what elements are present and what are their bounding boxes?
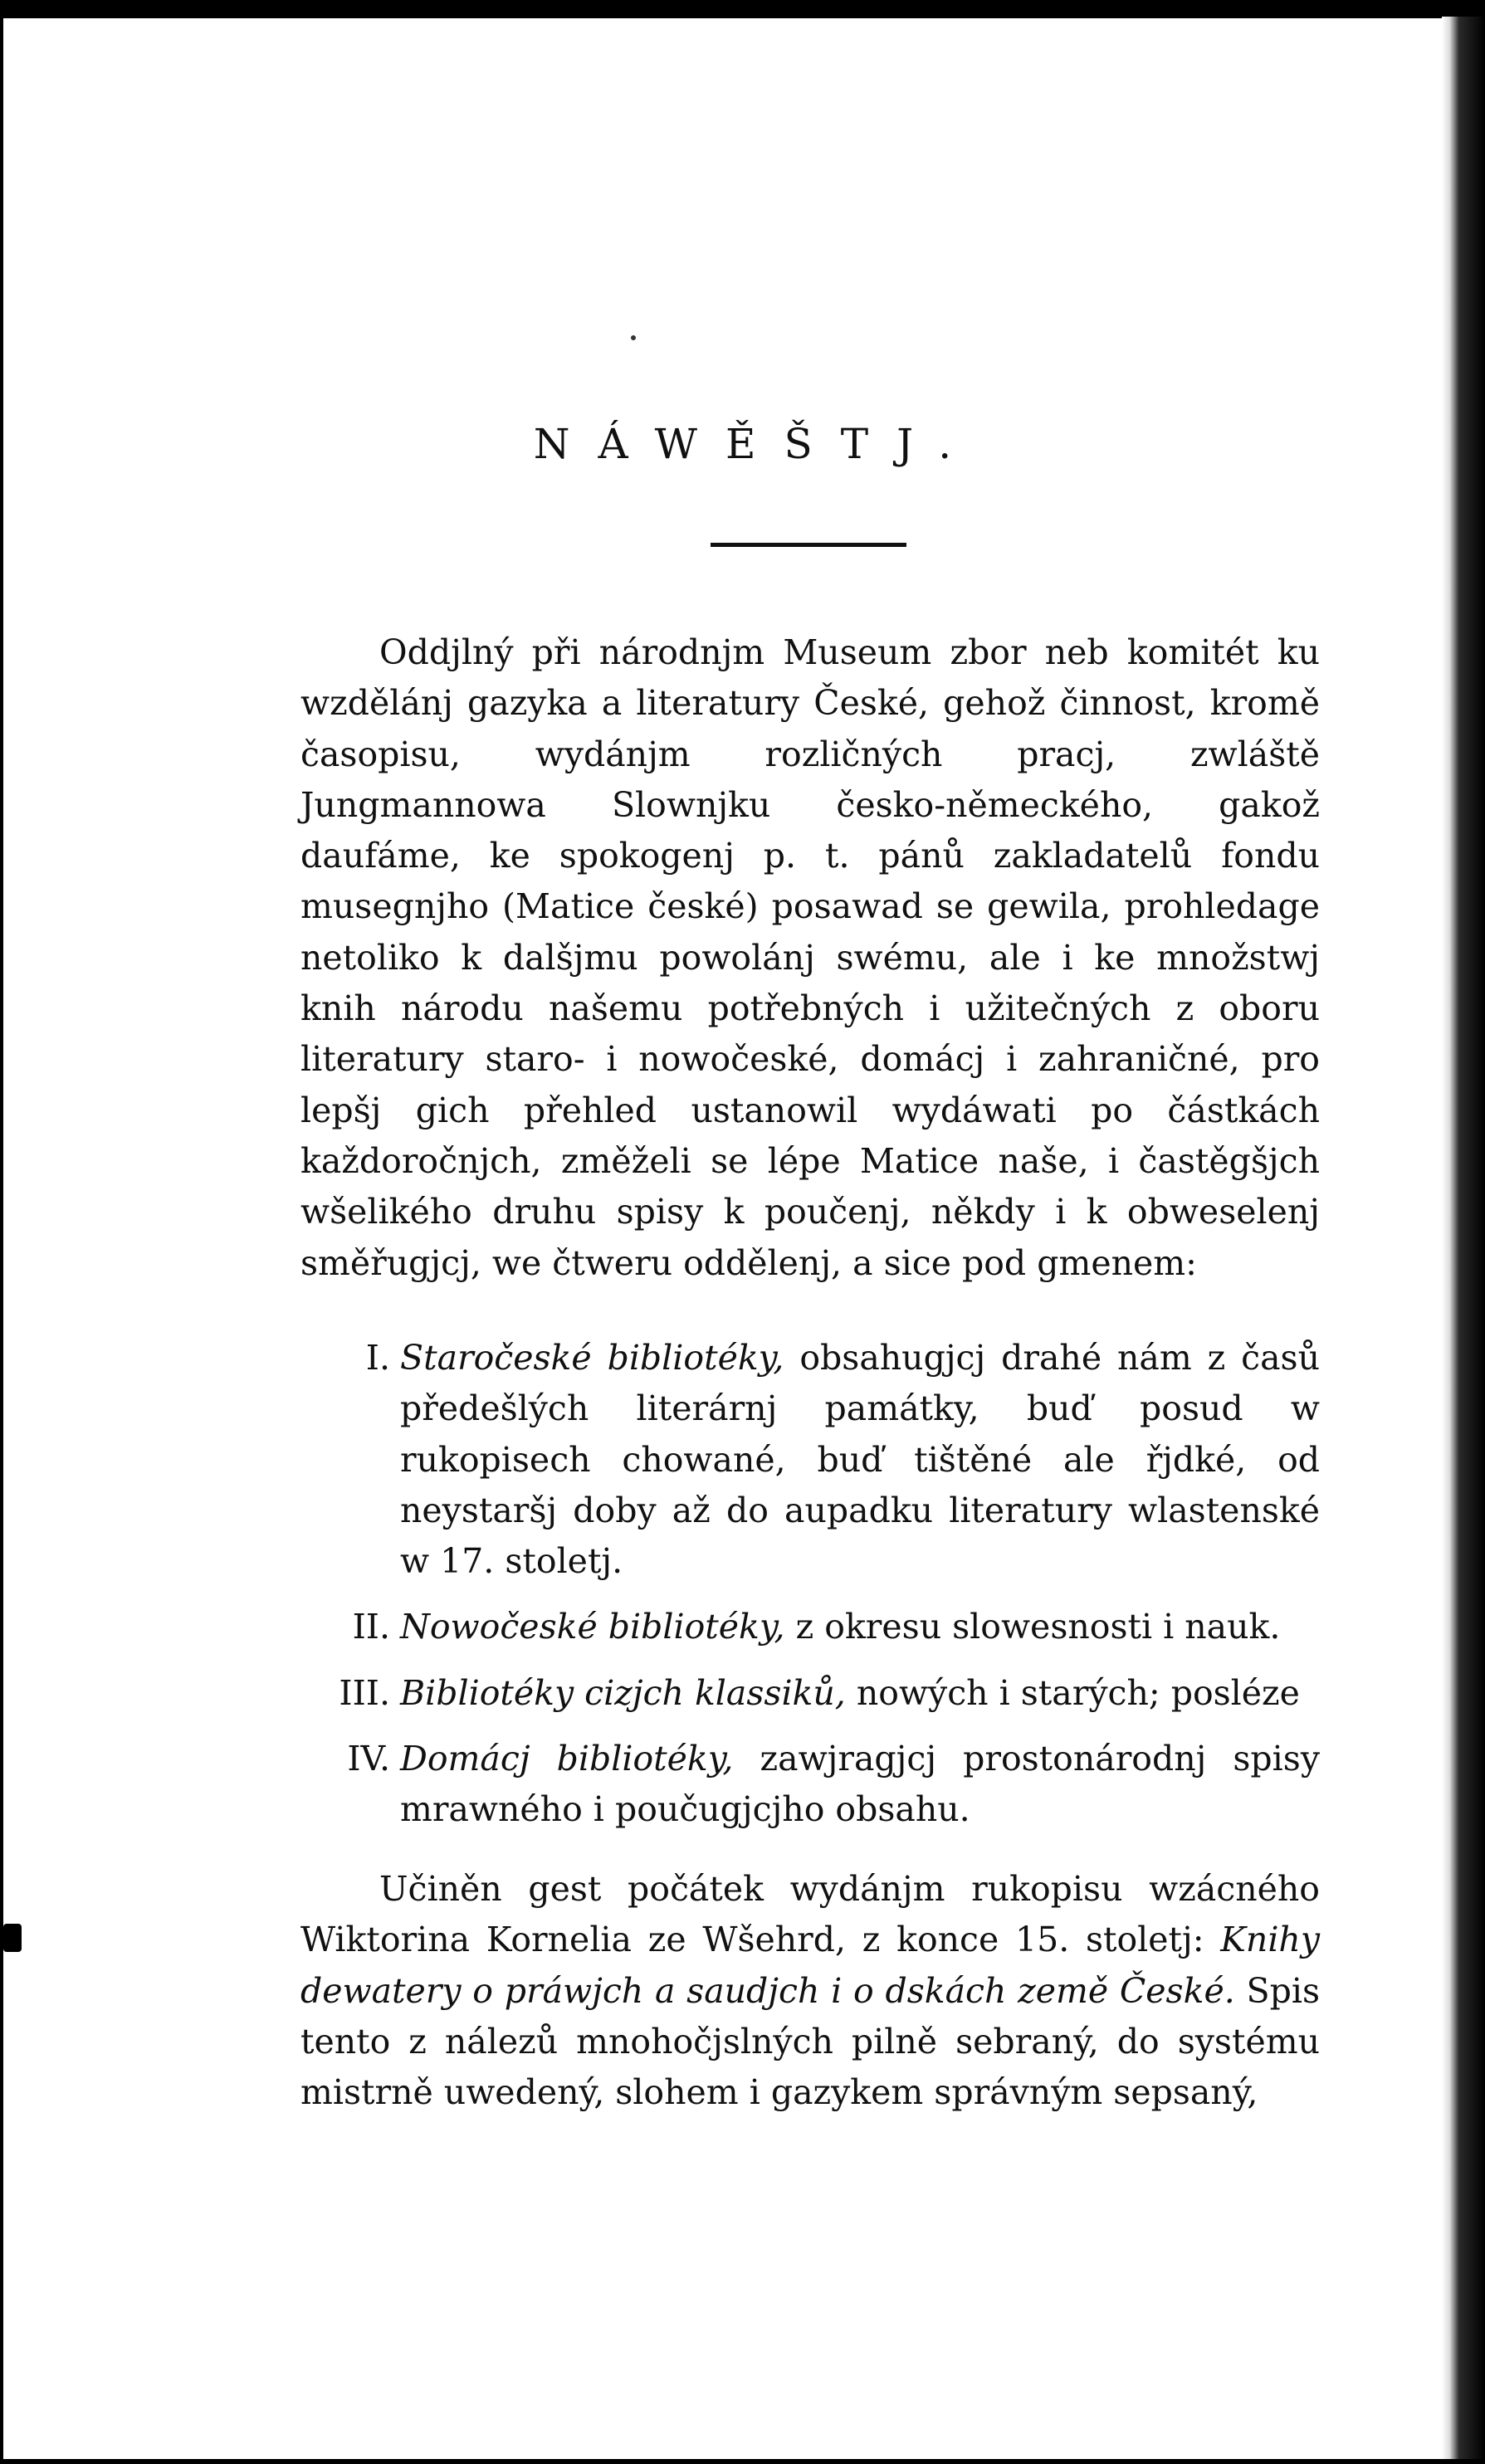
list-numeral: IV. [347, 1739, 390, 1779]
list-text [400, 1668, 1320, 1719]
page-title: NÁWĚŠTJ. [533, 420, 980, 468]
list-item [300, 1333, 1320, 1587]
list-item [300, 1734, 1320, 1836]
list-item [300, 1668, 1320, 1719]
closing-lead: Učiněn gest počátek wydánjm rukopisu wzácného Wiktorina Kornelia ze Wšehrd, z konce 15. stoletj: [300, 1869, 1320, 1960]
ink-speck [631, 335, 636, 340]
series-list [300, 1333, 1320, 1851]
list-text [400, 1734, 1320, 1836]
intro-paragraph: Oddjlný při národnjm Museum zbor neb komitét ku wzdělánj gazyka a literatury České, gehož činnost, kromě časopisu, wydánjm rozličných pracj, zwláště Jungmannowa Slownjku česko-německého, gakož daufáme, ke spokogenj p. t. pánů zakladatelů fondu musegnjho (Matice české) posawad se gewila, prohledage netoliko k dalšjmu powolánj swému, ale i ke množstwj knih národu našemu potřebných i užitečných z oboru literatury staro- i nowočeské, domácj i zahraničné, pro lepšj gich přehled ustanowil wydáwati po částkách každoročnjch, změželi se lépe Matice naše, i častěgšjch wšelikého druhu spisy k poučenj, někdy i k obweselenj směřugjcj, we čtweru oddělenj, a sice pod gmenem: [300, 632, 1320, 1283]
series-description: obsahugjcj drahé nám z časů předešlých literárnj památky, buď posud w rukopisech chowané, buď tištěné ale řjdké, od neystaršj doby až do aupadku literatury wlastenské w 17. stoletj. [400, 1338, 1320, 1582]
series-name: Nowočeské bibliotéky, [400, 1607, 785, 1647]
series-name: Staročeské bibliotéky, [400, 1338, 784, 1378]
closing-rest: Spis tento z nálezů mnohočjslných pilně sebraný, do systému mistrně uwedený, slohem i gazykem správným sepsaný, [300, 1970, 1320, 2113]
title-rule [711, 543, 906, 547]
ink-speck [3, 1924, 22, 1952]
list-numeral: III. [339, 1672, 390, 1713]
series-description: nowých i starých; posléze [845, 1672, 1300, 1713]
series-description: z okresu slowesnosti i nauk. [784, 1607, 1281, 1647]
list-numeral: I. [365, 1338, 390, 1378]
series-name: Domácj bibliotéky, [400, 1739, 734, 1779]
list-numeral: II. [352, 1607, 390, 1647]
list-text [400, 1602, 1320, 1652]
list-item [300, 1602, 1320, 1652]
closing-paragraph [300, 1864, 1320, 2118]
series-name: Bibliotéky cizjch klassiků, [400, 1672, 846, 1713]
list-text [400, 1333, 1320, 1587]
series-description: zawjragjcj prostonárodnj spisy mrawného i poučugjcjho obsahu. [400, 1739, 1320, 1830]
book-title: Knihy dewatery o práwjch a saudjch i o dskách země České. [300, 1920, 1320, 2011]
